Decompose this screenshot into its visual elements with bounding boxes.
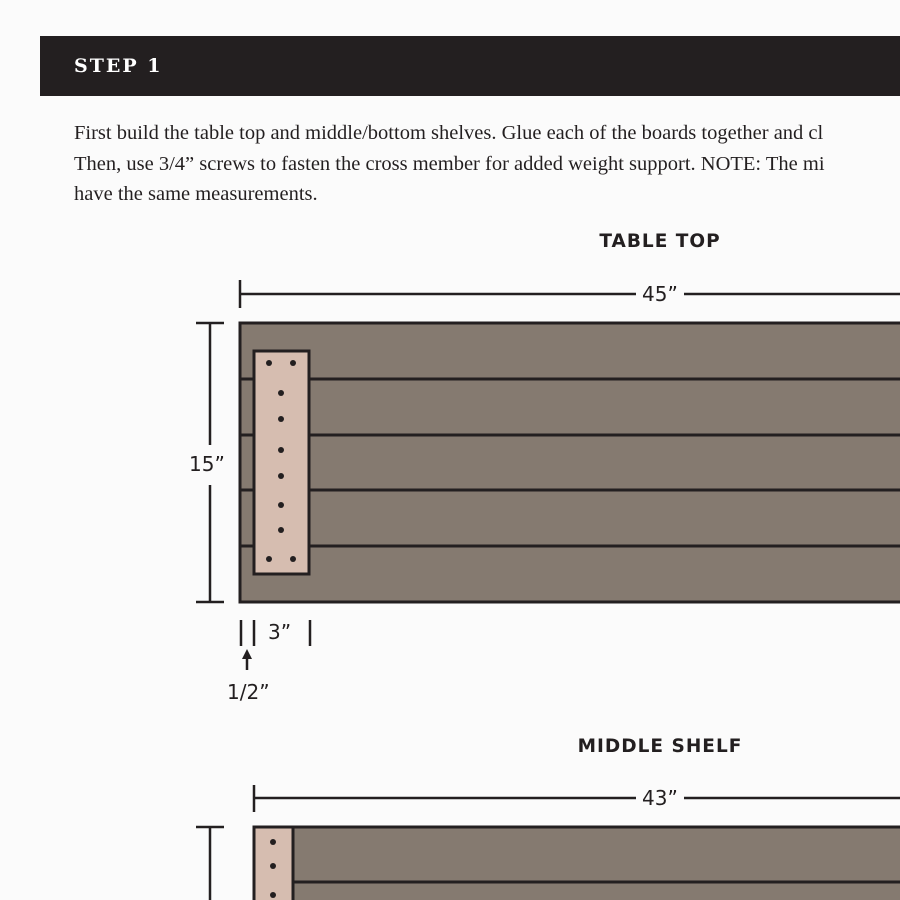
instructions-line-3: have the same measurements. [74,183,318,205]
instructions-line-2: Then, use 3/4” screws to fasten the cross member for added weight support. NOTE: The mi [74,152,825,175]
middle-shelf-title: MIDDLE SHELF [577,736,743,757]
middle-shelf-width-label: 43” [636,786,684,810]
middle-shelf-diagram [196,785,900,900]
offset-label: 1/2” [227,680,270,704]
table-top-title: TABLE TOP [599,231,721,252]
brace-width-label: 3” [268,620,292,644]
instructions-line-1: First build the table top and middle/bottom shelves. Glue each of the boards together and cl [74,122,824,144]
step-label: STEP 1 [74,55,163,77]
table-top-diagram [196,280,900,670]
table-top-cross-member [254,351,309,574]
middle-shelf-boards [254,827,900,900]
offset-arrow-head [242,649,252,659]
table-top-height-label: 15” [189,452,225,476]
table-top-boards [240,323,900,602]
table-top-width-label: 45” [636,282,684,306]
